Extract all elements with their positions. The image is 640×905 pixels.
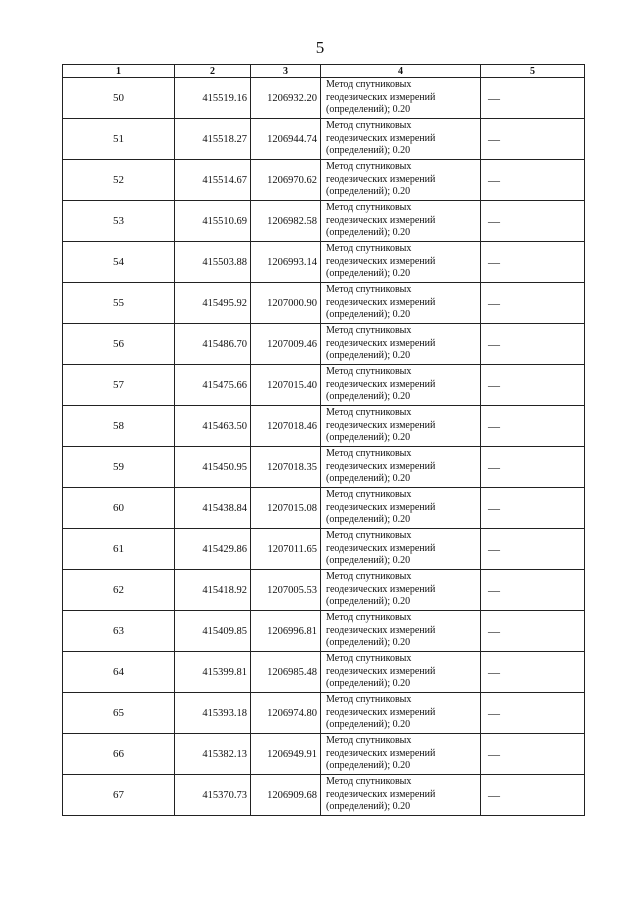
table-row [63,611,585,652]
method-line-3: (определений); 0.20 [326,760,411,772]
method-line-2: геодезических измерений [326,214,436,226]
method-line-3: (определений); 0.20 [326,268,411,280]
page-number: 5 [315,38,325,57]
table-row [63,406,585,447]
table-row [63,734,585,775]
method-cell [321,529,481,570]
method-cell [321,283,481,324]
point-number-cell: 57 [63,365,175,406]
table-row [63,447,585,488]
x-coordinate-cell: 415475.66 [175,365,251,406]
method-line-1: Метод спутниковых [326,448,412,460]
y-coordinate-cell: 1207015.40 [251,365,321,406]
note-cell: — [481,775,585,816]
y-coordinate-cell: 1207018.46 [251,406,321,447]
point-number-cell: 59 [63,447,175,488]
x-coordinate-cell: 415463.50 [175,406,251,447]
note-cell: — [481,693,585,734]
method-line-3: (определений); 0.20 [326,350,411,362]
method-line-1: Метод спутниковых [326,530,412,542]
y-coordinate-cell: 1207011.65 [251,529,321,570]
table-row [63,652,585,693]
method-cell [321,119,481,160]
coordinates-table [62,64,585,816]
point-number-cell: 58 [63,406,175,447]
note-cell: — [481,734,585,775]
y-coordinate-cell: 1207000.90 [251,283,321,324]
method-cell [321,242,481,283]
method-line-3: (определений); 0.20 [326,227,411,239]
table-row [63,365,585,406]
note-cell: — [481,160,585,201]
method-cell [321,78,481,119]
method-line-1: Метод спутниковых [326,243,412,255]
method-line-3: (определений); 0.20 [326,801,411,813]
x-coordinate-cell: 415382.13 [175,734,251,775]
y-coordinate-cell: 1206982.58 [251,201,321,242]
method-line-2: геодезических измерений [326,665,436,677]
method-cell [321,160,481,201]
point-number-cell: 60 [63,488,175,529]
method-cell [321,365,481,406]
note-cell: — [481,529,585,570]
method-line-1: Метод спутниковых [326,366,412,378]
table-row [63,160,585,201]
table-row [63,570,585,611]
x-coordinate-cell: 415519.16 [175,78,251,119]
method-line-1: Метод спутниковых [326,120,412,132]
y-coordinate-cell: 1206993.14 [251,242,321,283]
method-cell [321,570,481,611]
y-coordinate-cell: 1206949.91 [251,734,321,775]
method-line-1: Метод спутниковых [326,284,412,296]
point-number-cell: 53 [63,201,175,242]
method-cell [321,611,481,652]
method-line-3: (определений); 0.20 [326,719,411,731]
method-cell [321,201,481,242]
column-header-4: 4 [321,65,481,78]
x-coordinate-cell: 415393.18 [175,693,251,734]
point-number-cell: 65 [63,693,175,734]
method-line-2: геодезических измерений [326,91,436,103]
note-cell: — [481,488,585,529]
method-line-2: геодезических измерений [326,132,436,144]
point-number-cell: 62 [63,570,175,611]
point-number-cell: 50 [63,78,175,119]
method-line-2: геодезических измерений [326,501,436,513]
column-header-1: 1 [63,65,175,78]
method-line-3: (определений); 0.20 [326,391,411,403]
note-cell: — [481,365,585,406]
x-coordinate-cell: 415438.84 [175,488,251,529]
column-header-5: 5 [481,65,585,78]
note-cell: — [481,447,585,488]
method-line-3: (определений); 0.20 [326,514,411,526]
method-line-2: геодезических измерений [326,255,436,267]
method-line-3: (определений); 0.20 [326,678,411,690]
method-line-1: Метод спутниковых [326,407,412,419]
x-coordinate-cell: 415503.88 [175,242,251,283]
x-coordinate-cell: 415518.27 [175,119,251,160]
method-line-1: Метод спутниковых [326,161,412,173]
table-row [63,693,585,734]
note-cell: — [481,119,585,160]
method-cell [321,734,481,775]
method-line-1: Метод спутниковых [326,776,412,788]
note-cell: — [481,283,585,324]
point-number-cell: 51 [63,119,175,160]
method-line-2: геодезических измерений [326,173,436,185]
y-coordinate-cell: 1207009.46 [251,324,321,365]
method-cell [321,324,481,365]
note-cell: — [481,78,585,119]
method-line-2: геодезических измерений [326,296,436,308]
note-cell: — [481,652,585,693]
x-coordinate-cell: 415418.92 [175,570,251,611]
table-header-row [63,65,585,78]
point-number-cell: 64 [63,652,175,693]
x-coordinate-cell: 415495.92 [175,283,251,324]
method-cell [321,447,481,488]
y-coordinate-cell: 1206944.74 [251,119,321,160]
x-coordinate-cell: 415409.85 [175,611,251,652]
note-cell: — [481,570,585,611]
note-cell: — [481,201,585,242]
method-line-1: Метод спутниковых [326,612,412,624]
method-line-1: Метод спутниковых [326,489,412,501]
method-line-1: Метод спутниковых [326,571,412,583]
method-line-3: (определений); 0.20 [326,637,411,649]
method-line-3: (определений); 0.20 [326,309,411,321]
column-header-3: 3 [251,65,321,78]
x-coordinate-cell: 415486.70 [175,324,251,365]
point-number-cell: 54 [63,242,175,283]
note-cell: — [481,324,585,365]
method-cell [321,693,481,734]
method-line-2: геодезических измерений [326,706,436,718]
y-coordinate-cell: 1206985.48 [251,652,321,693]
point-number-cell: 67 [63,775,175,816]
method-cell [321,775,481,816]
y-coordinate-cell: 1206909.68 [251,775,321,816]
column-header-2: 2 [175,65,251,78]
method-line-3: (определений); 0.20 [326,473,411,485]
method-line-3: (определений); 0.20 [326,186,411,198]
method-line-1: Метод спутниковых [326,653,412,665]
x-coordinate-cell: 415429.86 [175,529,251,570]
table-row [63,283,585,324]
point-number-cell: 55 [63,283,175,324]
table-row [63,119,585,160]
method-line-2: геодезических измерений [326,624,436,636]
table-row [63,775,585,816]
table-body [63,78,585,816]
point-number-cell: 56 [63,324,175,365]
method-line-2: геодезических измерений [326,419,436,431]
method-line-2: геодезических измерений [326,378,436,390]
method-line-1: Метод спутниковых [326,735,412,747]
method-line-2: геодезических измерений [326,747,436,759]
point-number-cell: 61 [63,529,175,570]
table-row [63,488,585,529]
method-line-1: Метод спутниковых [326,202,412,214]
method-line-3: (определений); 0.20 [326,596,411,608]
method-cell [321,652,481,693]
note-cell: — [481,406,585,447]
note-cell: — [481,611,585,652]
method-line-1: Метод спутниковых [326,694,412,706]
method-line-2: геодезических измерений [326,788,436,800]
method-line-3: (определений); 0.20 [326,145,411,157]
method-line-2: геодезических измерений [326,460,436,472]
method-line-2: геодезических измерений [326,337,436,349]
table-row [63,324,585,365]
point-number-cell: 66 [63,734,175,775]
x-coordinate-cell: 415450.95 [175,447,251,488]
x-coordinate-cell: 415514.67 [175,160,251,201]
point-number-cell: 63 [63,611,175,652]
method-cell [321,406,481,447]
x-coordinate-cell: 415370.73 [175,775,251,816]
y-coordinate-cell: 1207018.35 [251,447,321,488]
table-row [63,201,585,242]
y-coordinate-cell: 1206932.20 [251,78,321,119]
y-coordinate-cell: 1207005.53 [251,570,321,611]
table-row [63,78,585,119]
method-line-1: Метод спутниковых [326,79,412,91]
x-coordinate-cell: 415510.69 [175,201,251,242]
x-coordinate-cell: 415399.81 [175,652,251,693]
table-row [63,242,585,283]
method-line-1: Метод спутниковых [326,325,412,337]
y-coordinate-cell: 1207015.08 [251,488,321,529]
method-line-3: (определений); 0.20 [326,555,411,567]
table-row [63,529,585,570]
method-line-2: геодезических измерений [326,542,436,554]
y-coordinate-cell: 1206974.80 [251,693,321,734]
method-line-3: (определений); 0.20 [326,432,411,444]
point-number-cell: 52 [63,160,175,201]
note-cell: — [481,242,585,283]
method-line-2: геодезических измерений [326,583,436,595]
method-cell [321,488,481,529]
method-line-3: (определений); 0.20 [326,104,411,116]
y-coordinate-cell: 1206996.81 [251,611,321,652]
y-coordinate-cell: 1206970.62 [251,160,321,201]
